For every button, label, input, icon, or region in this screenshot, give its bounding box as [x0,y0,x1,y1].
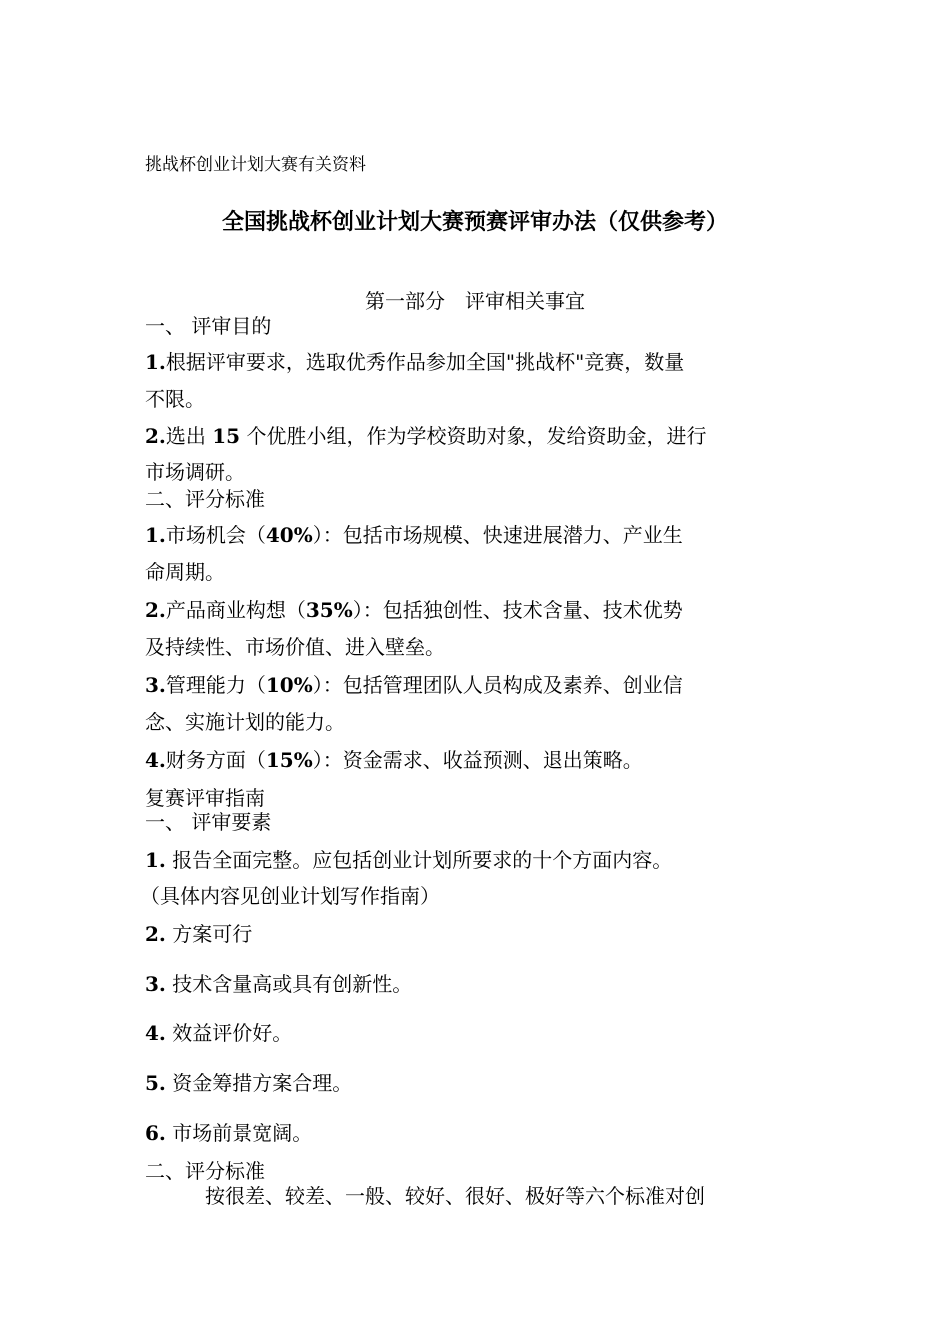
item-percent: 40% [265,523,313,547]
item-text: 报告全面完整。应包括创业计划所要求的十个方面内容。 [165,848,673,872]
item-percent: 10% [265,673,313,697]
item-text: 个优胜小组，作为学校资助对象，发给资助金，进行 [240,424,707,448]
final-item-1 [145,844,672,873]
purpose-item-2 [145,420,706,449]
item-text: 方案可行 [165,922,253,946]
document-title: 全国挑战杯创业计划大赛预赛评审办法（仅供参考） [221,210,728,235]
scoring-item-1 [145,519,683,548]
item-number: 1. [145,848,166,872]
item-number: 4. [145,748,166,772]
item-text: ）：包括市场规模、快速进展潜力、产业生 [312,523,683,547]
item-percent: 15% [265,748,313,772]
scoring-item-2-cont: 及持续性、市场价值、进入壁垒。 [145,635,445,659]
final-item-6 [145,1117,312,1146]
item-text: 技术含量高或具有创新性。 [165,972,413,996]
final-item-3 [145,968,412,997]
item-label: 市场机会（ [165,523,266,547]
item-number: 2. [145,424,166,448]
item-number: 3. [145,673,166,697]
item-count: 15 [212,424,241,448]
scoring-item-4 [145,744,643,773]
item-label: 产品商业构想（ [165,598,306,622]
item-text: ）：资金需求、收益预测、退出策略。 [312,748,643,772]
final-item-4 [145,1017,292,1046]
part-title: 第一部分 评审相关事宜 [365,289,585,313]
item-text: 效益评价好。 [165,1021,293,1045]
purpose-item-2-cont: 市场调研。 [145,460,245,484]
item-text: 根据评审要求，选取优秀作品参加全国"挑战杯"竞赛，数量 [165,350,685,374]
item-percent: 35% [305,598,353,622]
item-text: ）：包括管理团队人员构成及素养、创业信 [312,673,683,697]
scoring-item-3 [145,669,683,698]
scoring-item-1-cont: 命周期。 [145,560,225,584]
final-section-heading-scoring: 二、评分标准 [145,1159,265,1183]
item-text: ）：包括独创性、技术含量、技术优势 [352,598,683,622]
final-item-5 [145,1067,352,1096]
final-scoring-text: 按很差、较差、一般、较好、很好、极好等六个标准对创 [205,1184,705,1208]
item-number: 1. [145,523,166,547]
item-number: 6. [145,1121,166,1145]
item-label: 财务方面（ [165,748,266,772]
item-number: 5. [145,1071,166,1095]
final-review-heading: 复赛评审指南 [145,786,265,810]
purpose-item-1 [145,346,684,375]
item-text: 资金筹措方案合理。 [165,1071,353,1095]
item-label: 管理能力（ [165,673,266,697]
item-number: 2. [145,922,166,946]
scoring-item-2 [145,594,683,623]
document-header: 挑战杯创业计划大赛有关资料 [145,155,366,175]
final-item-1-cont: （具体内容见创业计划写作指南） [140,884,440,908]
item-number: 1. [145,350,166,374]
scoring-item-3-cont: 念、实施计划的能力。 [145,710,345,734]
item-text-prefix: 选出 [165,424,213,448]
item-number: 3. [145,972,166,996]
final-section-heading-elements: 一、 评审要素 [145,810,272,834]
purpose-item-1-cont: 不限。 [145,387,205,411]
item-text: 市场前景宽阔。 [165,1121,313,1145]
item-number: 2. [145,598,166,622]
section-heading-purpose: 一、 评审目的 [145,314,272,338]
final-item-2 [145,918,252,947]
item-number: 4. [145,1021,166,1045]
section-heading-scoring: 二、评分标准 [145,487,265,511]
